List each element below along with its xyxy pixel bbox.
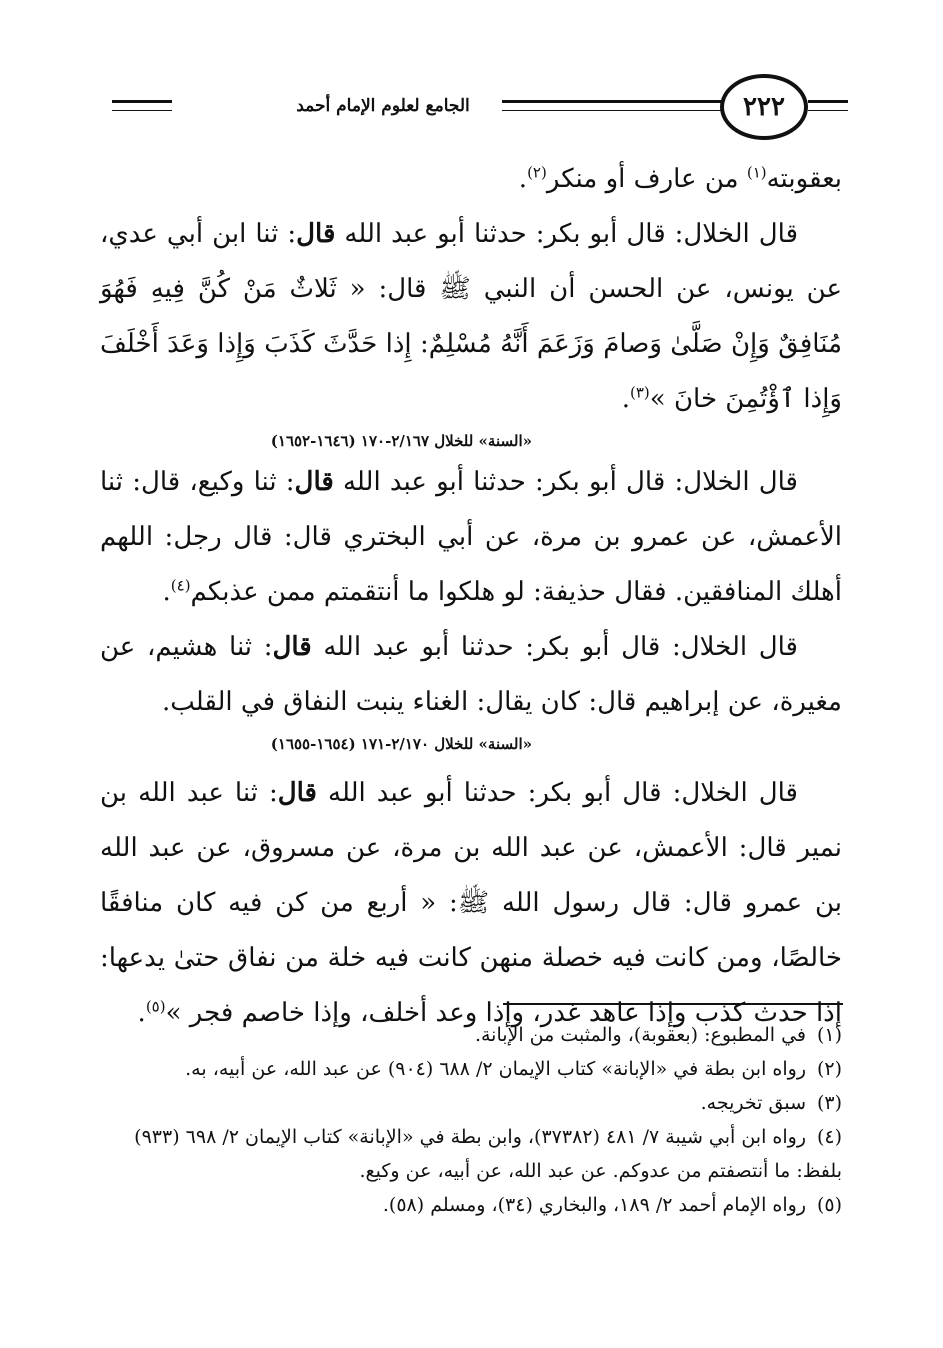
text-run: بعقوبته [766,164,842,194]
qal-keyword: قال [272,632,312,662]
footnote-number: (٥) [816,1194,842,1216]
paragraph-2 [100,207,842,427]
paragraph-3 [100,455,842,620]
footnote-text: في المطبوع: (بعقوبة)، والمثبت من الإبانة. [474,1024,806,1046]
footnote-text: رواه ابن أبي شيبة ٧/ ٤٨١ (٣٧٣٨٢)، وابن بطة في «الإبانة» كتاب الإيمان ٢/ ٦٩٨ (٩٣٣) بلفظ: ما أنتصفتم من عدوكم. عن عبد الله، عن أبيه، عن وكيع. [134,1126,842,1182]
footnote-4 [100,1120,842,1188]
qal-keyword: قال [294,467,334,497]
paragraph-4 [100,620,842,730]
footnote-5 [100,1188,842,1222]
text-run: : ثنا ابن أبي عدي، عن يونس، عن الحسن أن النبي ﷺ قال: « ثَلاثٌ مَنْ كُنَّ فِيهِ فَهُوَ مُنَافِقٌ وَإِنْ صَلَّىٰ وَصامَ وَزَعَمَ أَنَّهُ مُسْلِمٌ: إِذا حَدَّثَ كَذَبَ وَإِذا وَعَدَ أَخْلَفَ وَإِذا ٱؤْتُمِنَ خانَ » [100,219,842,414]
footnote-separator [503,1003,843,1005]
header-rule-left-bottom [112,110,172,111]
source-reference: «السنة» للخلال ٢/١٦٧-١٧٠ (١٦٤٦-١٦٥٢) [270,432,532,450]
source-reference: «السنة» للخلال ٢/١٧٠-١٧١ (١٦٥٤-١٦٥٥) [270,735,532,753]
text-run: . [518,164,528,194]
header-rule-mid-bottom [502,110,732,111]
header-rule-right-top [808,100,848,103]
text-run: : ثنا وكيع، قال: ثنا الأعمش، عن عمرو بن مرة، عن أبي البختري قال: قال رجل: اللهم أهلك المنافقين. فقال حذيفة: لو هلكوا ما أنتقمتم ممن عذبكم [100,467,842,607]
qal-keyword: قال [296,219,336,249]
footnote-number: (٣) [816,1092,842,1114]
header-rule-left-top [112,100,172,103]
text-run: من عارف أو منكر [546,164,747,194]
footnote-number: (٤) [816,1126,842,1148]
text-run: قال الخلال: قال أبو بكر: حدثنا أبو عبد الله [311,632,798,662]
main-text [100,152,842,1041]
footnote-marker[interactable]: (٤) [170,576,191,595]
paragraph-5 [100,766,842,1041]
paragraph-1 [100,152,842,207]
footnote-3 [100,1086,842,1120]
text-run: قال الخلال: قال أبو بكر: حدثنا أبو عبد الله [333,467,798,497]
text-run: قال الخلال: قال أبو بكر: حدثنا أبو عبد الله [316,778,798,808]
header-rule-mid-top [502,100,732,103]
text-run: : ثنا هشيم، عن مغيرة، عن إبراهيم قال: كان يقال: الغناء ينبت النفاق في القلب. [100,632,842,717]
running-title: الجامع لعلوم الإمام أحمد [272,96,494,116]
footnote-1 [100,1018,842,1052]
text-run: : ثنا عبد الله بن نمير قال: الأعمش، عن عبد الله بن مرة، عن مسروق، عن عبد الله بن عمرو قال: قال رسول الله ﷺ: « أربع من كن فيه كان منافقًا خالصًا، ومن كانت فيه خصلة منهن كانت فيه خلة من نفاق حتىٰ يدعها: إذا حدث كذب وإذا عاهد غدر، وإذا وعد أخلف، وإذا خاصم فجر » [100,778,842,1028]
footnote-marker[interactable]: (٥) [145,997,166,1016]
qal-keyword: قال [277,778,317,808]
footnote-text: رواه ابن بطة في «الإبانة» كتاب الإيمان ٢/ ٦٨٨ (٩٠٤) عن عبد الله، عن أبيه، به. [185,1058,806,1080]
running-header [112,72,848,144]
text-run: . [137,998,146,1028]
page-number-badge [720,74,808,140]
text-run: . [621,384,630,414]
header-rule-right-bottom [808,110,848,111]
footnote-2 [100,1052,842,1086]
footnote-text: سبق تخريجه. [700,1092,806,1114]
text-run: . [162,577,171,607]
footnote-number: (١) [816,1024,842,1046]
footnote-marker[interactable]: (٣) [629,383,650,402]
page-number: ٢٢٢ [743,92,785,122]
footnote-marker[interactable]: (٢) [527,163,547,182]
text-run: قال الخلال: قال أبو بكر: حدثنا أبو عبد الله [335,219,798,249]
footnote-text: رواه الإمام أحمد ٢/ ١٨٩، والبخاري (٣٤)، ومسلم (٥٨). [382,1194,806,1216]
footnote-number: (٢) [816,1058,842,1080]
footnotes [100,1018,842,1222]
footnote-marker[interactable]: (١) [746,163,767,182]
